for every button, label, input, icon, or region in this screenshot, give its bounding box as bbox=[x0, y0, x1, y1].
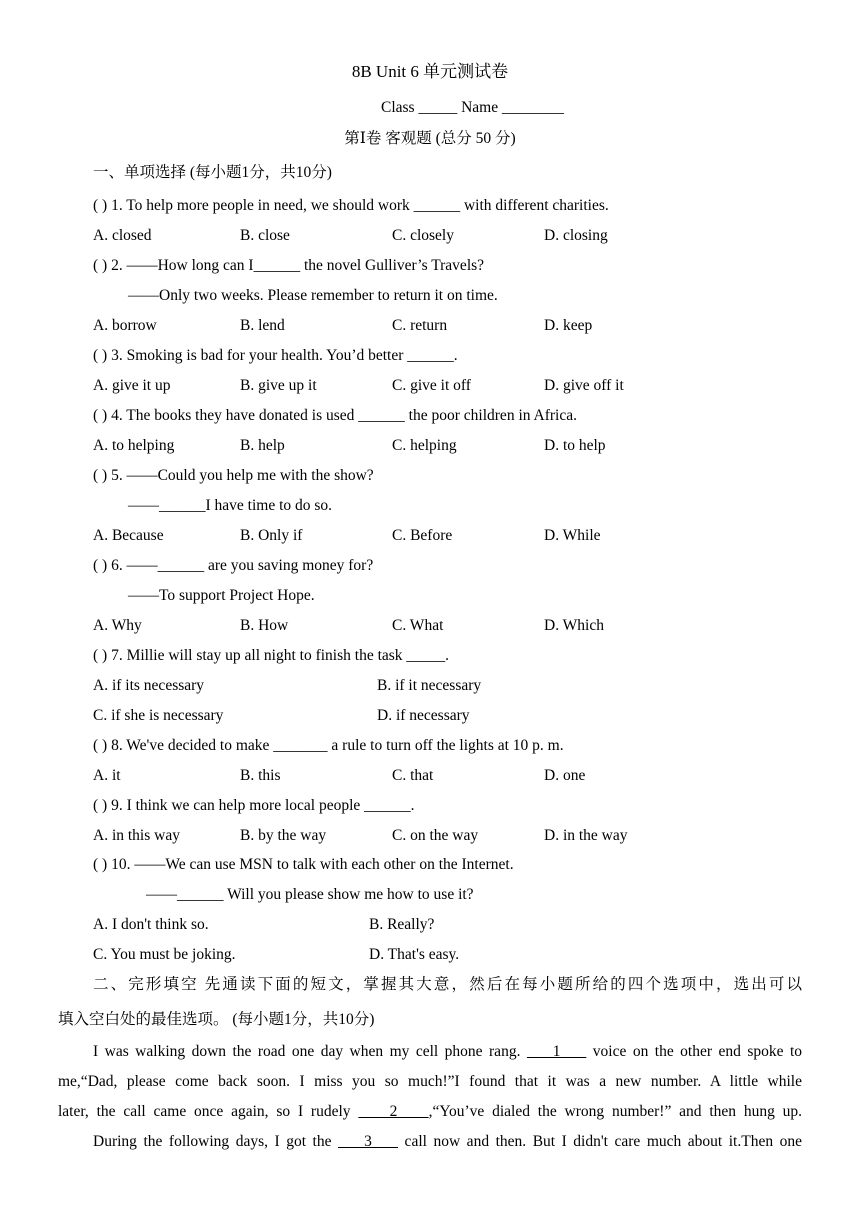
option-c: C. on the way bbox=[392, 827, 479, 844]
option-a: A. if its necessary bbox=[93, 677, 205, 694]
question-stem: ( ) 9. I think we can help more local people ______. bbox=[93, 797, 415, 814]
option-a: A. I don't think so. bbox=[93, 916, 209, 933]
option-d: D. give off it bbox=[544, 377, 624, 394]
option-c: C. Before bbox=[392, 527, 453, 544]
option-b: B. How bbox=[240, 617, 289, 634]
passage-line: me,“Dad, please come back soon. I miss you so much!”I found that it was a new number. A little while bbox=[58, 1073, 802, 1090]
option-b: B. Really? bbox=[369, 916, 435, 933]
option-b: B. lend bbox=[240, 317, 285, 334]
option-c: C. helping bbox=[392, 437, 457, 454]
option-a: A. closed bbox=[93, 227, 152, 244]
section2-heading: 二、完形填空 先通读下面的短文，掌握其大意，然后在每小题所给的四个选项中，选出可以 bbox=[93, 976, 802, 993]
blank-2: 2 bbox=[358, 1103, 429, 1120]
option-a: A. to helping bbox=[93, 437, 175, 454]
question-stem: ( ) 10. ——We can use MSN to talk with each other on the Internet. bbox=[93, 856, 514, 873]
option-a: A. borrow bbox=[93, 317, 157, 334]
page-title: 8B Unit 6 单元测试卷 bbox=[351, 62, 509, 81]
option-d: D. That's easy. bbox=[369, 946, 460, 963]
class-name-line: Class _____ Name ________ bbox=[381, 99, 564, 116]
option-d: D. to help bbox=[544, 437, 606, 454]
option-c: C. that bbox=[392, 767, 434, 784]
option-d: D. keep bbox=[544, 317, 593, 334]
option-c: C. closely bbox=[392, 227, 454, 244]
passage-line: I was walking down the road one day when my cell phone rang. 1 voice on the other end spoke to bbox=[93, 1043, 803, 1060]
question-stem: ( ) 3. Smoking is bad for your health. You’d better ______. bbox=[93, 347, 458, 364]
option-c: C. You must be joking. bbox=[93, 946, 236, 963]
option-d: D. Which bbox=[544, 617, 604, 634]
section2-heading-cont: 填入空白处的最佳选项。 (每小题1分，共10分) bbox=[58, 1011, 375, 1028]
option-d: D. closing bbox=[544, 227, 608, 244]
question-stem: ( ) 7. Millie will stay up all night to finish the task _____. bbox=[93, 647, 450, 664]
option-a: A. in this way bbox=[93, 827, 180, 844]
option-a: A. give it up bbox=[93, 377, 171, 394]
option-b: B. close bbox=[240, 227, 290, 244]
blank-1: 1 bbox=[526, 1043, 587, 1060]
option-d: D. While bbox=[544, 527, 601, 544]
option-b: B. if it necessary bbox=[377, 677, 482, 694]
question-stem: ( ) 2. ——How long can I______ the novel Gulliver’s Travels? bbox=[93, 257, 485, 274]
question-stem: ( ) 1. To help more people in need, we should work ______ with different charities. bbox=[93, 197, 609, 214]
option-d: D. in the way bbox=[544, 827, 628, 844]
option-c: C. What bbox=[392, 617, 444, 634]
option-a: A. Why bbox=[93, 617, 142, 634]
question-reply: ——Only two weeks. Please remember to return it on time. bbox=[128, 287, 498, 304]
option-c: C. give it off bbox=[392, 377, 471, 394]
question-reply: ——______I have time to do so. bbox=[128, 497, 333, 514]
option-b: B. this bbox=[240, 767, 281, 784]
option-b: B. give up it bbox=[240, 377, 317, 394]
passage-line: later, the call came once again, so I rudely 2 ,“You’ve dialed the wrong number!” and then hung up. bbox=[58, 1103, 803, 1120]
blank-3: 3 bbox=[338, 1133, 399, 1150]
option-a: A. it bbox=[93, 767, 121, 784]
option-b: B. by the way bbox=[240, 827, 327, 844]
question-reply: ——______ Will you please show me how to use it? bbox=[146, 886, 474, 903]
option-c: C. if she is necessary bbox=[93, 707, 224, 724]
question-stem: ( ) 6. ——______ are you saving money for? bbox=[93, 557, 374, 574]
option-c: C. return bbox=[392, 317, 448, 334]
passage-line: During the following days, I got the 3 call now and then. But I didn't care much about it.Then one bbox=[93, 1133, 802, 1150]
option-a: A. Because bbox=[93, 527, 164, 544]
question-stem: ( ) 4. The books they have donated is used ______ the poor children in Africa. bbox=[93, 407, 577, 424]
part-title: 第Ⅰ卷 客观题 (总分 50 分) bbox=[344, 130, 516, 147]
question-stem: ( ) 8. We've decided to make _______ a rule to turn off the lights at 10 p. m. bbox=[93, 737, 564, 754]
option-b: B. Only if bbox=[240, 527, 303, 544]
question-stem: ( ) 5. ——Could you help me with the show? bbox=[93, 467, 374, 484]
option-d: D. one bbox=[544, 767, 586, 784]
option-d: D. if necessary bbox=[377, 707, 470, 724]
question-reply: ——To support Project Hope. bbox=[128, 587, 315, 604]
section1-heading: 一、单项选择 (每小题1分，共10分) bbox=[93, 164, 332, 181]
option-b: B. help bbox=[240, 437, 285, 454]
